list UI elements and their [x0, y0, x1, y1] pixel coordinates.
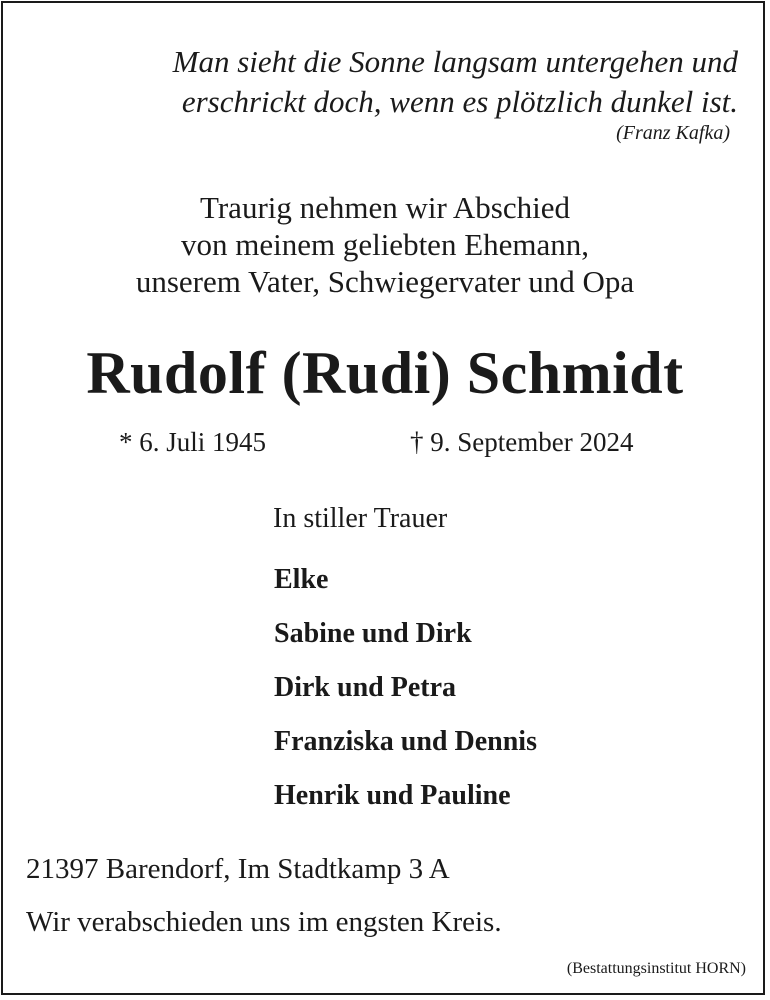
mourner-name: Elke [274, 564, 329, 595]
mourning-heading: In stiller Trauer [273, 503, 448, 534]
birth-date: * 6. Juli 1945 [119, 427, 267, 457]
quote-line-1: Man sieht die Sonne langsam untergehen und [172, 44, 738, 79]
mourner-name: Franziska und Dennis [274, 726, 537, 757]
intro-line-2: von meinem geliebten Ehemann, [180, 227, 590, 262]
notice-border [1, 1, 765, 995]
funeral-institute: (Bestattungsinstitut HORN) [566, 960, 746, 977]
intro-line-3: unserem Vater, Schwiegervater und Opa [135, 264, 635, 299]
mourner-name: Dirk und Petra [274, 672, 456, 703]
quote-line-2: erschrickt doch, wenn es plötzlich dunkel ist. [181, 84, 738, 119]
intro-line-1: Traurig nehmen wir Abschied [200, 190, 570, 225]
mourner-list [274, 562, 537, 832]
mourner-name: Sabine und Dirk [274, 618, 472, 649]
quote [173, 42, 738, 122]
mourner-name: Henrik und Pauline [274, 780, 511, 811]
deceased-name: Rudolf (Rudi) Schmidt [86, 340, 684, 406]
closing-note: Wir verabschieden uns im engsten Kreis. [26, 906, 502, 938]
intro-text [0, 189, 770, 300]
quote-author: (Franz Kafka) [616, 122, 730, 144]
death-date: † 9. September 2024 [410, 427, 634, 457]
address: 21397 Barendorf, Im Stadtkamp 3 A [26, 853, 450, 885]
